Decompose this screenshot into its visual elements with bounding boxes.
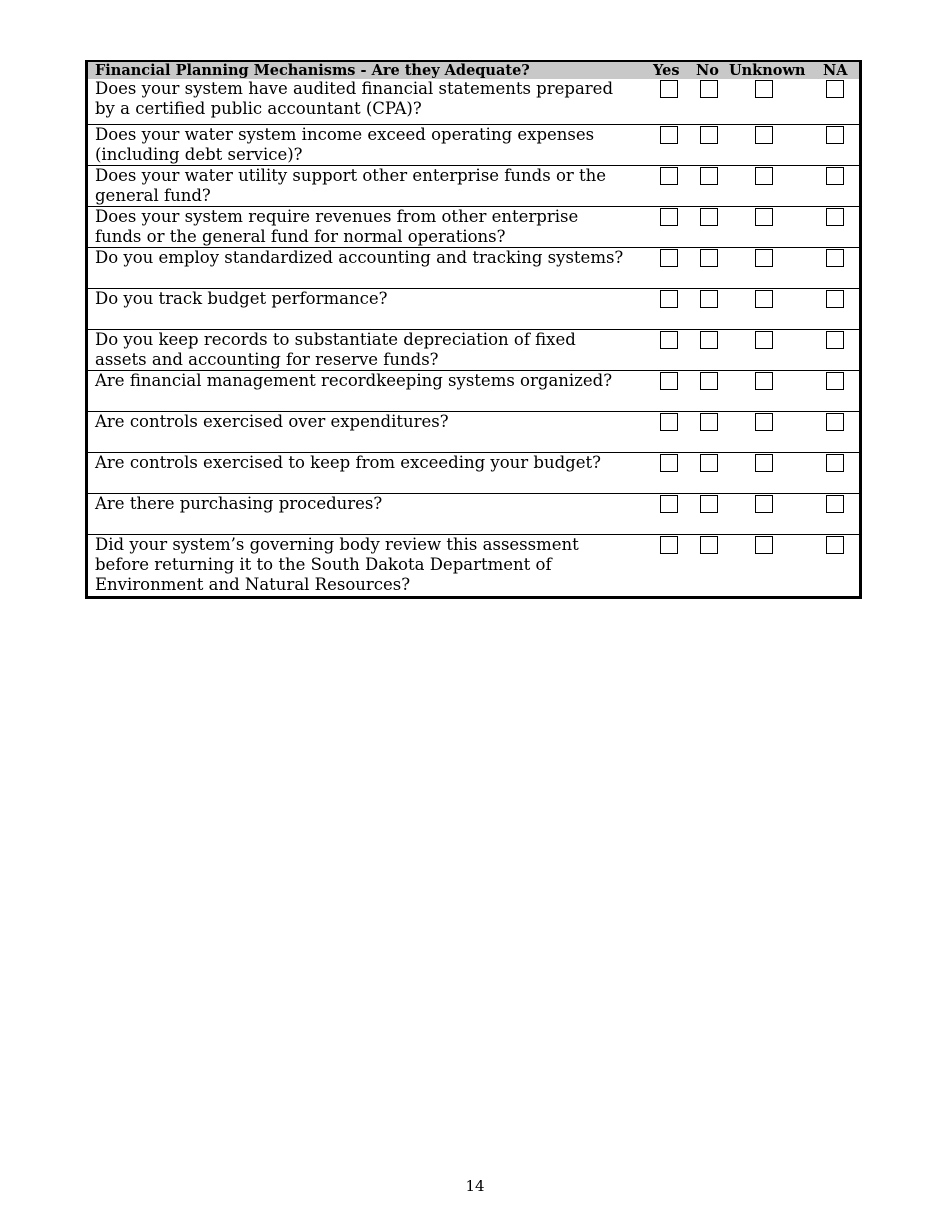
no-checkbox[interactable]: [700, 126, 718, 144]
yes-checkbox[interactable]: [660, 454, 678, 472]
yes-checkbox[interactable]: [660, 536, 678, 554]
question-row: [88, 329, 859, 370]
question-row: [88, 493, 859, 534]
question-row: [88, 534, 859, 596]
question-text: Do you track budget performance?: [95, 289, 388, 308]
unknown-checkbox[interactable]: [755, 372, 773, 390]
unknown-checkbox[interactable]: [755, 80, 773, 98]
question-text: Do you employ standardized accounting and tracking systems?: [95, 248, 624, 267]
na-checkbox[interactable]: [826, 290, 844, 308]
na-checkbox[interactable]: [826, 208, 844, 226]
financial-planning-table: [85, 60, 862, 599]
yes-checkbox[interactable]: [660, 80, 678, 98]
question-text: Does your water system income exceed operating expenses (including debt service)?: [95, 125, 595, 164]
no-checkbox[interactable]: [700, 372, 718, 390]
unknown-checkbox[interactable]: [755, 126, 773, 144]
unknown-checkbox[interactable]: [755, 331, 773, 349]
no-checkbox[interactable]: [700, 80, 718, 98]
yes-checkbox[interactable]: [660, 495, 678, 513]
unknown-checkbox[interactable]: [755, 290, 773, 308]
na-checkbox[interactable]: [826, 126, 844, 144]
yes-checkbox[interactable]: [660, 249, 678, 267]
yes-checkbox[interactable]: [660, 413, 678, 431]
no-checkbox[interactable]: [700, 536, 718, 554]
question-row: [88, 165, 859, 206]
na-checkbox[interactable]: [826, 495, 844, 513]
question-row: [88, 79, 859, 124]
question-text: Are controls exercised over expenditures?: [95, 412, 449, 431]
na-checkbox[interactable]: [826, 331, 844, 349]
unknown-checkbox[interactable]: [755, 249, 773, 267]
question-row: [88, 124, 859, 165]
no-checkbox[interactable]: [700, 167, 718, 185]
question-row: [88, 452, 859, 493]
no-checkbox[interactable]: [700, 413, 718, 431]
question-text: Do you keep records to substantiate depreciation of fixed assets and accounting for reserve funds?: [95, 330, 576, 369]
column-header-no: No: [696, 62, 719, 79]
unknown-checkbox[interactable]: [755, 454, 773, 472]
na-checkbox[interactable]: [826, 413, 844, 431]
question-row: [88, 370, 859, 411]
no-checkbox[interactable]: [700, 290, 718, 308]
unknown-checkbox[interactable]: [755, 413, 773, 431]
yes-checkbox[interactable]: [660, 126, 678, 144]
na-checkbox[interactable]: [826, 454, 844, 472]
question-row: [88, 206, 859, 247]
yes-checkbox[interactable]: [660, 167, 678, 185]
question-text: Does your water utility support other enterprise funds or the general fund?: [95, 166, 607, 205]
no-checkbox[interactable]: [700, 249, 718, 267]
column-header-unknown: Unknown: [729, 62, 806, 79]
no-checkbox[interactable]: [700, 331, 718, 349]
no-checkbox[interactable]: [700, 454, 718, 472]
yes-checkbox[interactable]: [660, 290, 678, 308]
na-checkbox[interactable]: [826, 80, 844, 98]
table-title: Financial Planning Mechanisms - Are they Adequate?: [95, 62, 530, 79]
question-row: [88, 288, 859, 329]
question-row: [88, 411, 859, 452]
yes-checkbox[interactable]: [660, 208, 678, 226]
unknown-checkbox[interactable]: [755, 536, 773, 554]
column-header-yes: Yes: [653, 62, 680, 79]
na-checkbox[interactable]: [826, 372, 844, 390]
question-text: Are controls exercised to keep from exceeding your budget?: [95, 453, 601, 472]
column-header-na: NA: [823, 62, 848, 79]
question-text: Does your system have audited financial statements prepared by a certified public accountant (CPA)?: [95, 79, 614, 118]
yes-checkbox[interactable]: [660, 331, 678, 349]
unknown-checkbox[interactable]: [755, 167, 773, 185]
no-checkbox[interactable]: [700, 208, 718, 226]
unknown-checkbox[interactable]: [755, 495, 773, 513]
yes-checkbox[interactable]: [660, 372, 678, 390]
question-text: Are financial management recordkeeping systems organized?: [95, 371, 613, 390]
na-checkbox[interactable]: [826, 167, 844, 185]
no-checkbox[interactable]: [700, 495, 718, 513]
question-text: Did your system’s governing body review this assessment before returning it to the South Dakota Department of Environment and Natural Resources?: [95, 535, 579, 594]
table-header: [88, 62, 859, 79]
na-checkbox[interactable]: [826, 249, 844, 267]
question-text: Does your system require revenues from other enterprise funds or the general fund for normal operations?: [95, 207, 579, 246]
question-row: [88, 247, 859, 288]
page-number: 14: [465, 1177, 485, 1195]
na-checkbox[interactable]: [826, 536, 844, 554]
question-text: Are there purchasing procedures?: [95, 494, 383, 513]
unknown-checkbox[interactable]: [755, 208, 773, 226]
